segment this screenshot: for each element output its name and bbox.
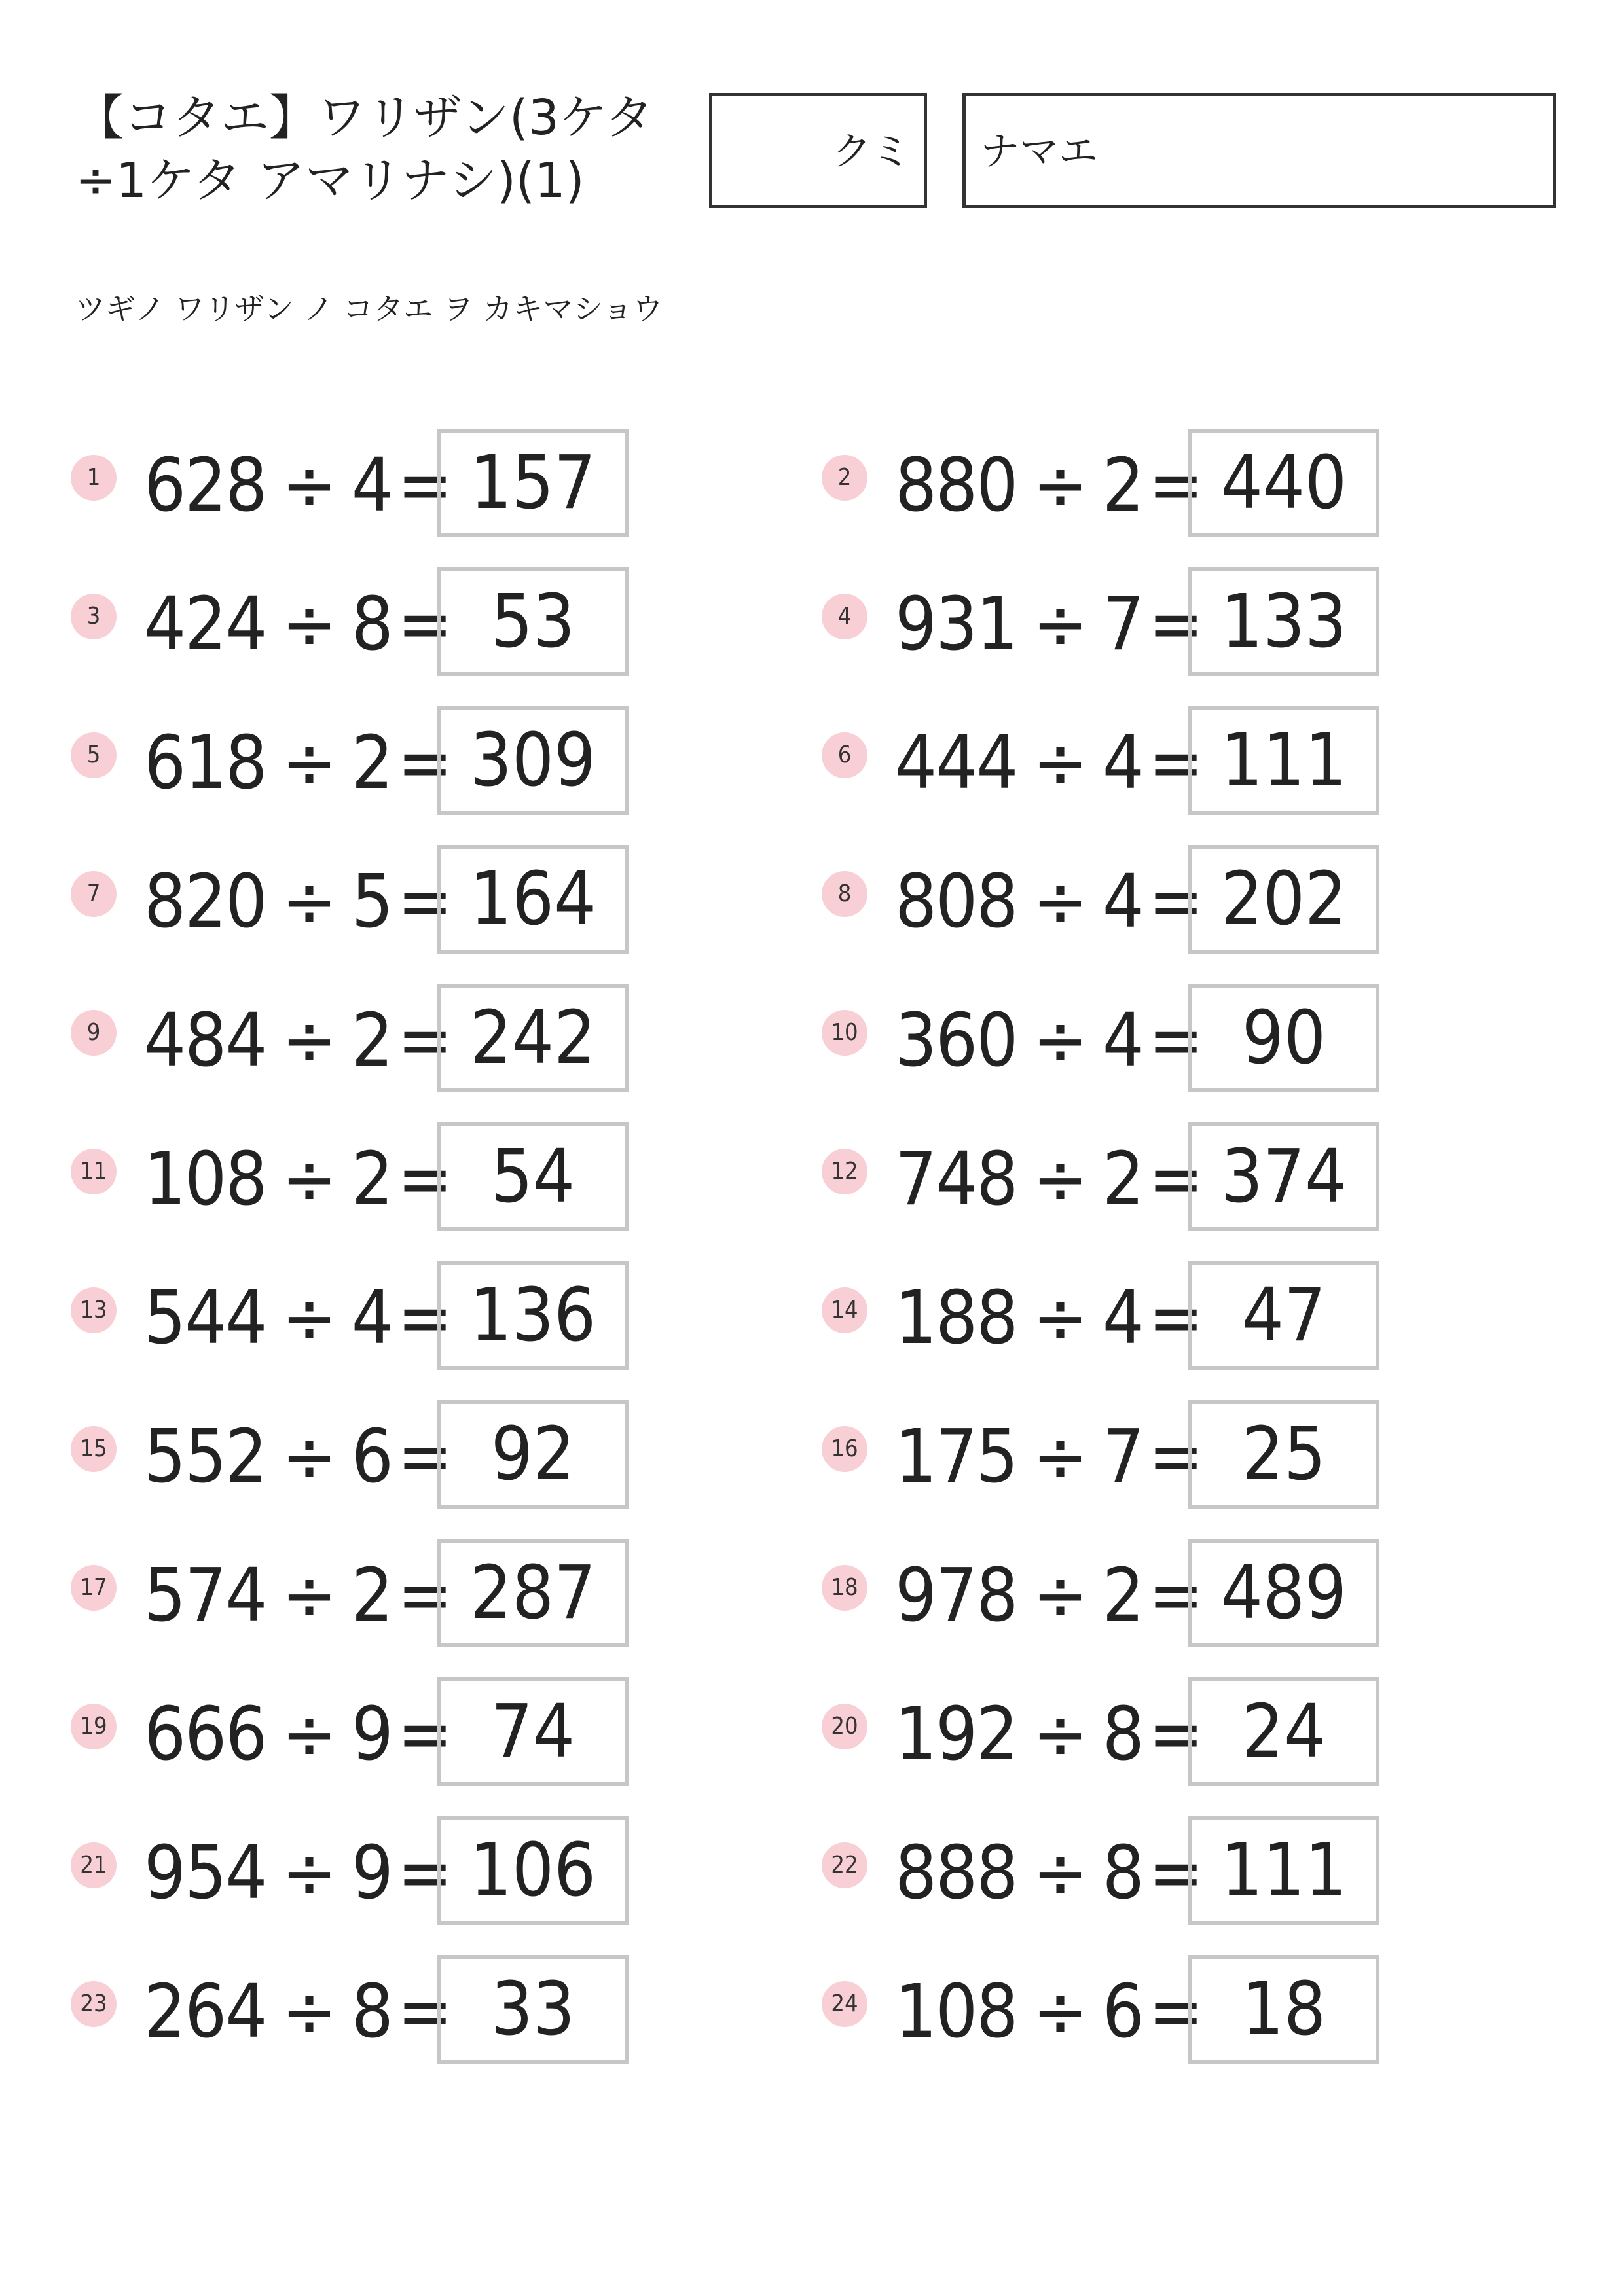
answer-box[interactable]: 92 [437,1400,629,1509]
problem-item [822,1261,1542,1372]
answer-box[interactable]: 374 [1188,1122,1379,1231]
problem-item [71,1816,791,1928]
problem-item [822,1539,1542,1650]
answer-box[interactable]: 440 [1188,429,1379,537]
equals-sign: = [1148,1692,1203,1777]
divide-sign: ÷ [1032,1553,1087,1638]
divisor: 8 [1102,1692,1143,1777]
problem-number-badge: 23 [71,1981,117,2027]
divisor: 2 [1102,1553,1143,1638]
problem-equation [895,1553,1202,1638]
problem-equation [144,582,451,667]
problem-equation [895,1692,1202,1777]
dividend: 188 [895,1276,1017,1361]
dividend: 544 [144,1276,266,1361]
equals-sign: = [1148,1137,1203,1222]
problem-number-badge: 22 [822,1842,867,1888]
problem-equation [144,1276,451,1361]
divisor: 9 [351,1831,392,1916]
equals-sign: = [1148,1831,1203,1916]
divide-sign: ÷ [282,1276,336,1361]
divisor: 7 [1102,1414,1143,1499]
answer-box[interactable]: 24 [1188,1677,1379,1786]
equals-sign: = [1148,721,1203,806]
dividend: 175 [895,1414,1017,1499]
problem-equation [895,1137,1202,1222]
dividend: 880 [895,443,1017,528]
divide-sign: ÷ [282,443,336,528]
dividend: 954 [144,1831,266,1916]
answer-box[interactable]: 90 [1188,984,1379,1092]
problem-item [71,1677,791,1789]
answer-box[interactable]: 53 [437,567,629,676]
divisor: 2 [351,998,392,1083]
problem-row [0,1261,1623,1372]
divide-sign: ÷ [282,1414,336,1499]
answer-box[interactable]: 74 [437,1677,629,1786]
equals-sign: = [397,1831,452,1916]
problem-equation [144,998,451,1083]
divide-sign: ÷ [282,721,336,806]
answer-box[interactable]: 136 [437,1261,629,1370]
problem-row [0,1539,1623,1650]
problem-number-badge: 13 [71,1287,117,1333]
equals-sign: = [397,1553,452,1638]
divide-sign: ÷ [1032,1969,1087,2054]
problem-item [71,1122,791,1234]
answer-box[interactable]: 47 [1188,1261,1379,1370]
problem-item [822,1955,1542,2066]
problem-item [71,429,791,540]
dividend: 931 [895,582,1017,667]
answer-box[interactable]: 489 [1188,1539,1379,1647]
answer-box[interactable]: 202 [1188,845,1379,954]
divisor: 4 [1102,721,1143,806]
problem-item [822,845,1542,956]
answer-box[interactable]: 106 [437,1816,629,1925]
problem-item [822,1816,1542,1928]
worksheet-title: 【コタエ】ワリザン(3ケタ÷1ケタ アマリナシ)(1) [75,90,654,209]
divide-sign: ÷ [282,582,336,667]
problem-equation [144,1414,451,1499]
answer-box[interactable]: 33 [437,1955,629,2064]
equals-sign: = [397,1692,452,1777]
problem-row [0,429,1623,540]
divisor: 2 [1102,1137,1143,1222]
divisor: 2 [351,1137,392,1222]
answer-box[interactable]: 18 [1188,1955,1379,2064]
problem-number-badge: 18 [822,1565,867,1611]
problem-row [0,1677,1623,1789]
problem-number-badge: 5 [71,732,117,778]
divisor: 6 [351,1414,392,1499]
problem-number-badge: 15 [71,1426,117,1472]
problem-number-badge: 16 [822,1426,867,1472]
problem-item [822,706,1542,817]
answer-box[interactable]: 111 [1188,1816,1379,1925]
divide-sign: ÷ [1032,1414,1087,1499]
problem-number-badge: 7 [71,871,117,917]
equals-sign: = [397,1414,452,1499]
answer-box[interactable]: 54 [437,1122,629,1231]
answer-box[interactable]: 164 [437,845,629,954]
divide-sign: ÷ [282,1692,336,1777]
divisor: 4 [351,1276,392,1361]
divisor: 4 [351,443,392,528]
divisor: 9 [351,1692,392,1777]
problem-equation [895,1831,1202,1916]
problem-row [0,845,1623,956]
equals-sign: = [397,582,452,667]
problem-equation [895,443,1202,528]
problem-number-badge: 1 [71,455,117,501]
dividend: 666 [144,1692,266,1777]
problem-item [71,1539,791,1650]
problem-equation [144,1692,451,1777]
equals-sign: = [397,1276,452,1361]
problem-equation [144,1137,451,1222]
equals-sign: = [1148,859,1203,944]
divide-sign: ÷ [1032,582,1087,667]
dividend: 978 [895,1553,1017,1638]
problem-equation [144,721,451,806]
problem-item [822,1677,1542,1789]
problem-number-badge: 14 [822,1287,867,1333]
answer-box[interactable]: 157 [437,429,629,537]
divide-sign: ÷ [1032,1831,1087,1916]
divide-sign: ÷ [1032,1276,1087,1361]
divide-sign: ÷ [1032,443,1087,528]
dividend: 360 [895,998,1017,1083]
divide-sign: ÷ [282,1831,336,1916]
problem-item [822,984,1542,1095]
equals-sign: = [1148,1276,1203,1361]
problem-number-badge: 19 [71,1704,117,1749]
dividend: 444 [895,721,1017,806]
divide-sign: ÷ [282,998,336,1083]
divide-sign: ÷ [282,859,336,944]
dividend: 808 [895,859,1017,944]
answer-box[interactable]: 111 [1188,706,1379,815]
problem-number-badge: 3 [71,594,117,639]
class-field[interactable] [709,93,927,208]
divisor: 7 [1102,582,1143,667]
problem-row [0,984,1623,1095]
divisor: 2 [351,1553,392,1638]
dividend: 108 [144,1137,266,1222]
dividend: 108 [895,1969,1017,2054]
problem-equation [895,998,1202,1083]
problem-equation [895,859,1202,944]
problem-equation [895,1969,1202,2054]
equals-sign: = [397,721,452,806]
problem-item [822,1122,1542,1234]
problem-item [822,1400,1542,1511]
problem-equation [895,1414,1202,1499]
divisor: 4 [1102,1276,1143,1361]
dividend: 484 [144,998,266,1083]
problem-number-badge: 10 [822,1010,867,1056]
divide-sign: ÷ [1032,1137,1087,1222]
dividend: 618 [144,721,266,806]
answer-box[interactable]: 25 [1188,1400,1379,1509]
divisor: 8 [351,1969,392,2054]
divide-sign: ÷ [282,1553,336,1638]
divisor: 2 [351,721,392,806]
dividend: 192 [895,1692,1017,1777]
equals-sign: = [1148,1969,1203,2054]
problem-number-badge: 6 [822,732,867,778]
problem-number-badge: 11 [71,1149,117,1194]
problem-number-badge: 12 [822,1149,867,1194]
problem-equation [895,1276,1202,1361]
problem-number-badge: 24 [822,1981,867,2027]
problem-item [71,1400,791,1511]
problem-equation [144,859,451,944]
problem-grid [0,429,1623,2104]
divisor: 4 [1102,859,1143,944]
divide-sign: ÷ [282,1137,336,1222]
problem-equation [144,1553,451,1638]
class-field-label: クミ [832,129,911,175]
divide-sign: ÷ [1032,721,1087,806]
equals-sign: = [1148,1414,1203,1499]
equals-sign: = [1148,582,1203,667]
problem-number-badge: 17 [71,1565,117,1611]
problem-item [71,1955,791,2066]
problem-number-badge: 8 [822,871,867,917]
name-field-label: ナマエ [980,129,1098,175]
divisor: 5 [351,859,392,944]
problem-number-badge: 20 [822,1704,867,1749]
problem-row [0,1955,1623,2066]
divide-sign: ÷ [1032,998,1087,1083]
answer-box[interactable]: 287 [437,1539,629,1647]
problem-row [0,706,1623,817]
answer-box[interactable]: 242 [437,984,629,1092]
dividend: 574 [144,1553,266,1638]
name-field[interactable] [962,93,1556,208]
dividend: 424 [144,582,266,667]
problem-item [71,984,791,1095]
problem-item [71,567,791,679]
problem-item [822,567,1542,679]
problem-equation [895,721,1202,806]
dividend: 748 [895,1137,1017,1222]
problem-number-badge: 21 [71,1842,117,1888]
equals-sign: = [397,859,452,944]
equals-sign: = [397,1969,452,2054]
equals-sign: = [1148,1553,1203,1638]
divisor: 6 [1102,1969,1143,2054]
dividend: 888 [895,1831,1017,1916]
problem-row [0,1122,1623,1234]
equals-sign: = [1148,443,1203,528]
problem-item [71,706,791,817]
problem-equation [895,582,1202,667]
divide-sign: ÷ [1032,1692,1087,1777]
divisor: 2 [1102,443,1143,528]
dividend: 628 [144,443,266,528]
problem-number-badge: 2 [822,455,867,501]
divisor: 8 [351,582,392,667]
problem-item [71,1261,791,1372]
divide-sign: ÷ [1032,859,1087,944]
answer-box[interactable]: 309 [437,706,629,815]
problem-equation [144,1831,451,1916]
dividend: 552 [144,1414,266,1499]
problem-item [822,429,1542,540]
divisor: 8 [1102,1831,1143,1916]
divisor: 4 [1102,998,1143,1083]
equals-sign: = [397,998,452,1083]
problem-equation [144,443,451,528]
instruction-text: ツギノ ワリザン ノ コタエ ヲ カキマショウ [75,291,663,327]
equals-sign: = [397,443,452,528]
problem-row [0,1400,1623,1511]
divide-sign: ÷ [282,1969,336,2054]
answer-box[interactable]: 133 [1188,567,1379,676]
problem-number-badge: 4 [822,594,867,639]
problem-item [71,845,791,956]
problem-row [0,1816,1623,1928]
problem-row [0,567,1623,679]
problem-number-badge: 9 [71,1010,117,1056]
equals-sign: = [397,1137,452,1222]
dividend: 264 [144,1969,266,2054]
equals-sign: = [1148,998,1203,1083]
dividend: 820 [144,859,266,944]
problem-equation [144,1969,451,2054]
